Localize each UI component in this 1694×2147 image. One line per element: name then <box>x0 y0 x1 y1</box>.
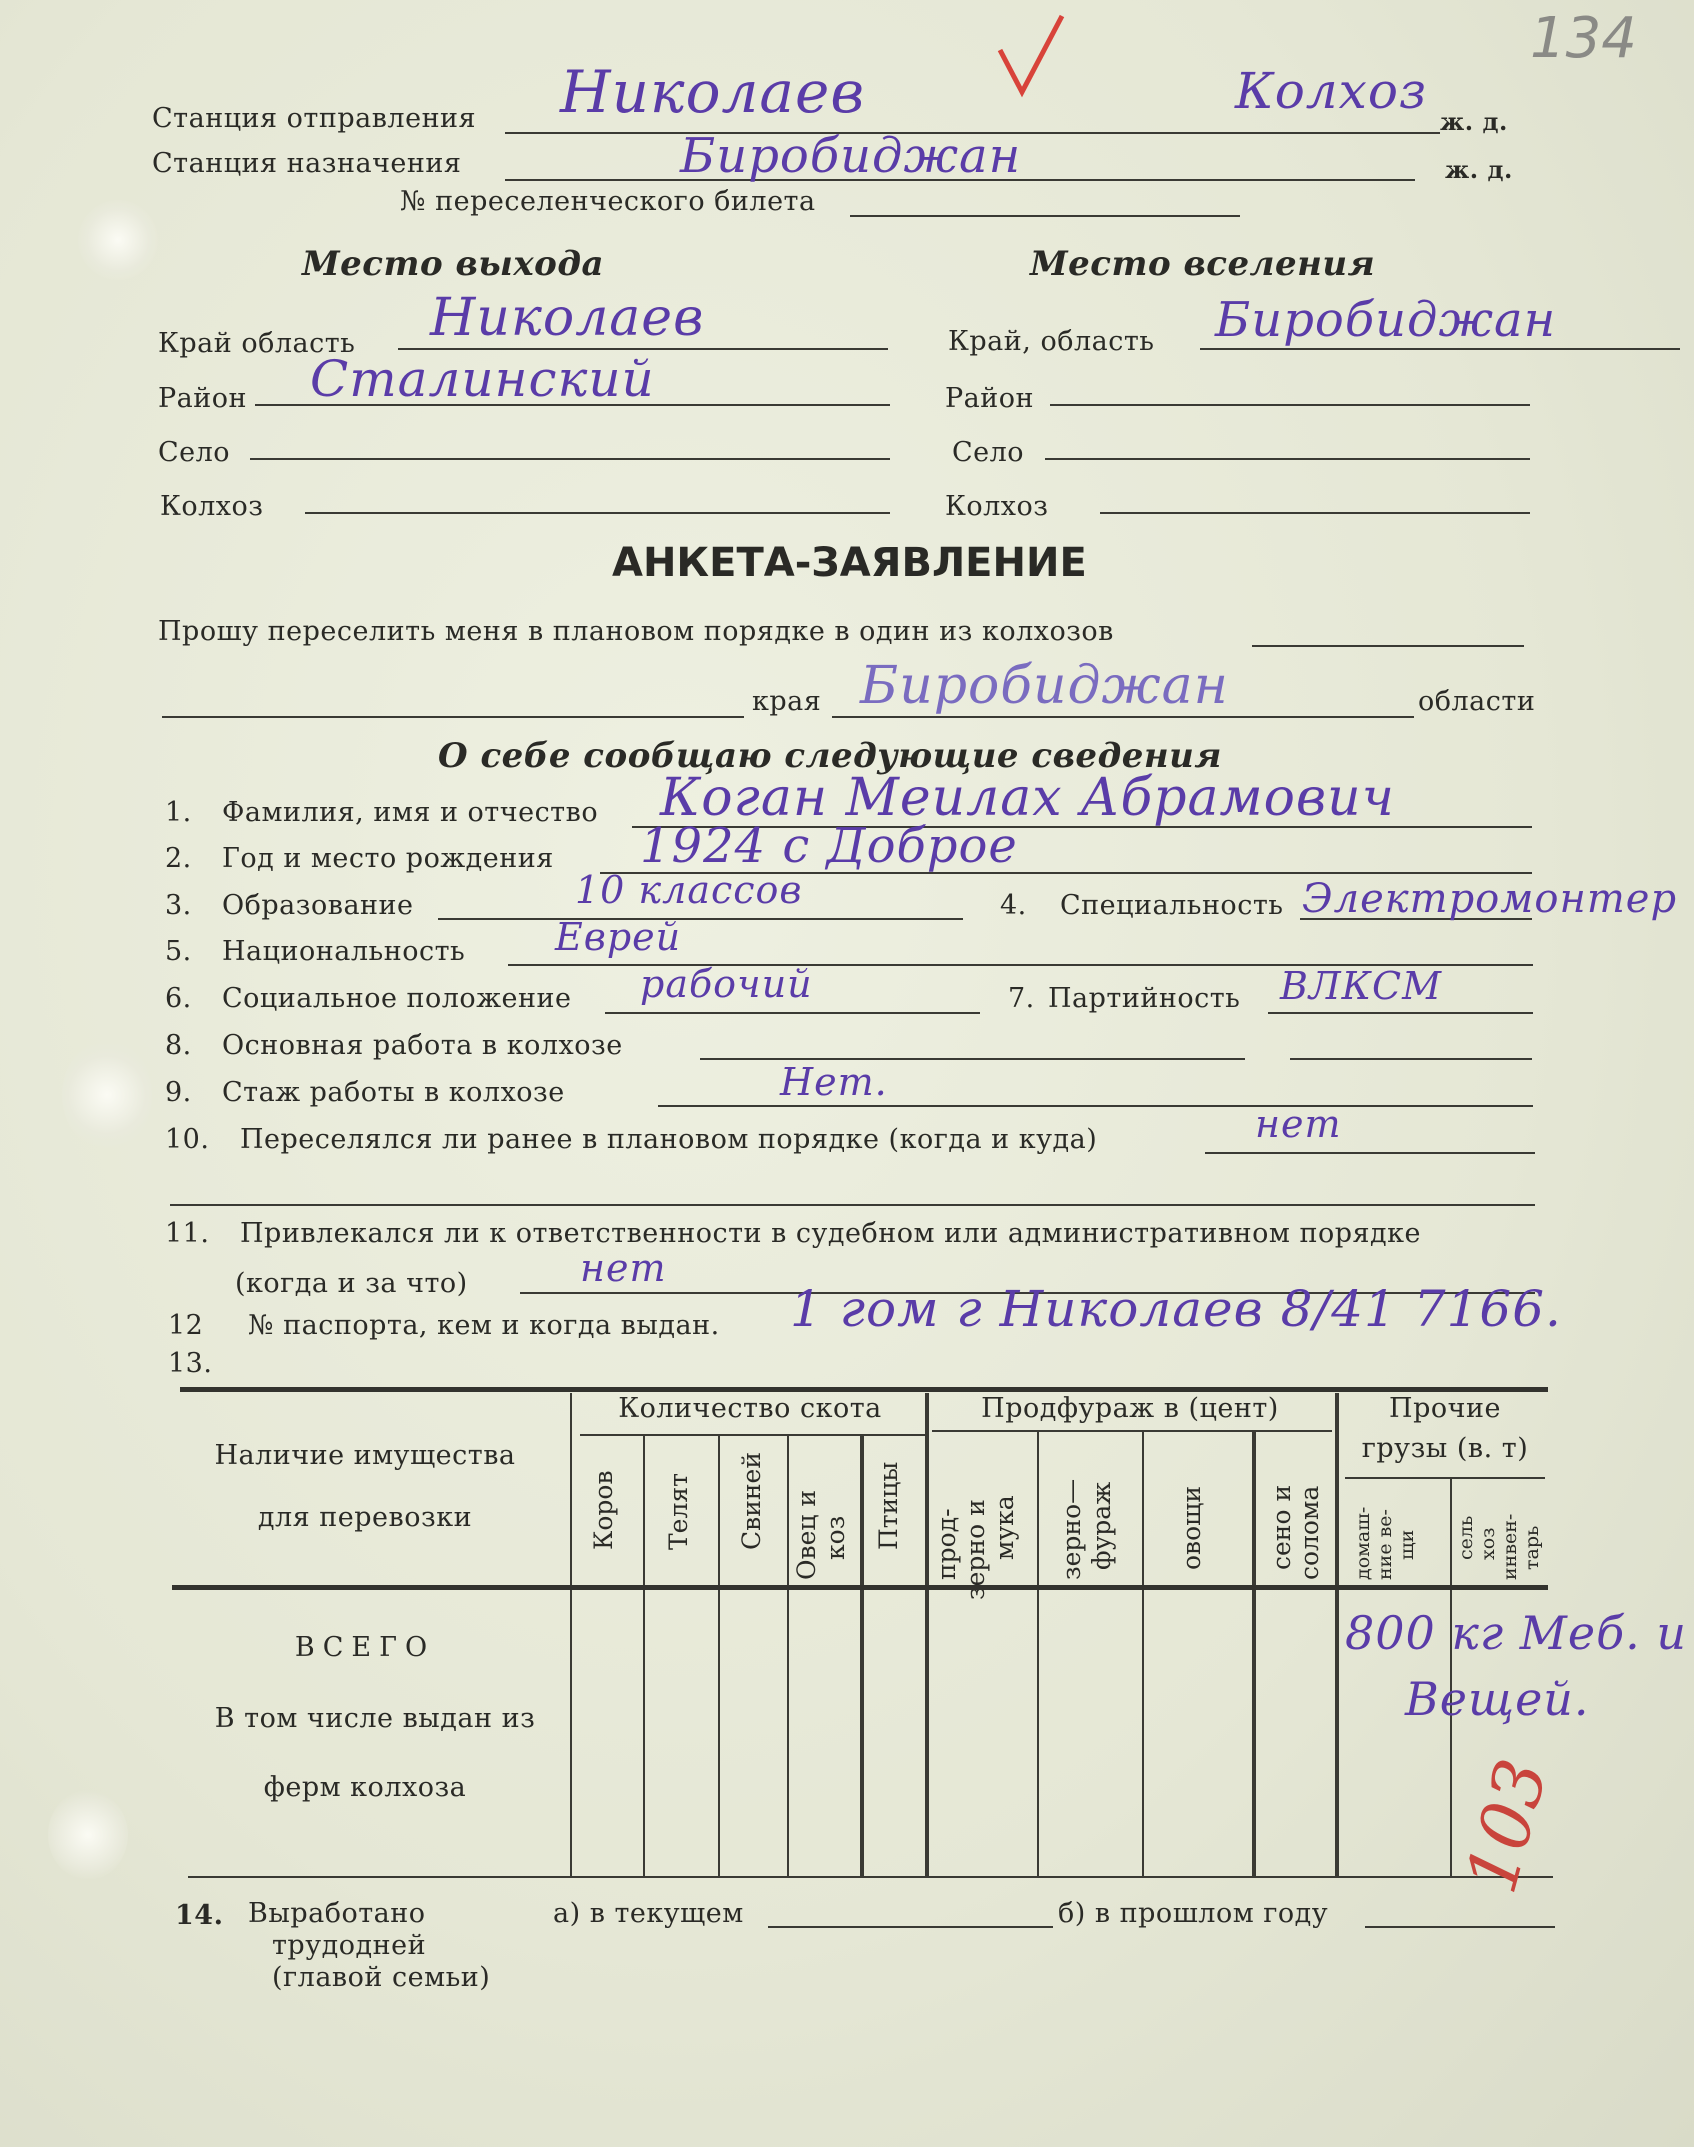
table-bottom-border <box>188 1876 1553 1878</box>
field-10-value: нет <box>1255 1102 1342 1146</box>
field-6-line <box>605 1012 980 1014</box>
issued-label-2: ферм колхоза <box>263 1772 467 1803</box>
total-label: ВСЕГО <box>294 1632 436 1663</box>
settle-selo-line <box>1045 458 1530 460</box>
field-2-value: 1924 с Доброе <box>640 818 1018 874</box>
punch-hole-top <box>78 200 158 280</box>
issued-label-1: В том числе выдан из <box>214 1703 536 1734</box>
settle-kolkhoz-label: Колхоз <box>945 491 1049 522</box>
exit-selo-line <box>250 458 890 460</box>
col-divider-5 <box>1037 1430 1039 1876</box>
workdays-current: а) в текущем <box>553 1898 744 1929</box>
other-heading-line <box>1345 1477 1545 1479</box>
exit-kolkhoz-label: Колхоз <box>160 491 264 522</box>
col-divider-3 <box>787 1434 789 1876</box>
field-3-num: 3. <box>165 890 192 921</box>
settle-selo-label: Село <box>952 437 1025 468</box>
settle-raion-label: Район <box>945 383 1035 414</box>
workdays-num: 14. <box>175 1900 224 1931</box>
table-top-border <box>180 1387 1548 1392</box>
field-1-value: Коган Меилах Абрамович <box>660 768 1396 828</box>
field-7-value: ВЛКСМ <box>1280 964 1443 1008</box>
field-12-num: 12 <box>168 1310 204 1341</box>
field-1-label: Фамилия, имя и отчество <box>222 797 599 828</box>
col-divider-6 <box>1142 1430 1144 1876</box>
departure-station-extra: Колхоз <box>1235 62 1428 120</box>
livestock-heading-line <box>580 1434 925 1436</box>
col-divider-4 <box>860 1434 864 1876</box>
field-1-num: 1. <box>165 797 192 828</box>
check-mark-icon <box>990 10 1070 100</box>
field-12-label: № паспорта, кем и когда выдан. <box>248 1310 720 1341</box>
exit-kolkhoz-line <box>305 512 890 514</box>
workdays-current-line <box>768 1926 1053 1928</box>
punch-hole-middle <box>62 1040 152 1150</box>
exit-oblast-label: Край область <box>158 328 356 359</box>
request-line-1: Прошу переселить меня в плановом порядке в один из колхозов <box>158 616 1114 647</box>
field-9-line <box>658 1105 1533 1107</box>
field-3-label: Образование <box>222 890 414 921</box>
workdays-label-3: (главой семьи) <box>272 1962 491 1993</box>
field-6-value: рабочий <box>640 962 813 1006</box>
request-line-2-blank <box>162 716 744 718</box>
col-header-selhoz-3: инвен- <box>1499 1513 1521 1580</box>
destination-station-label: Станция назначения <box>152 148 462 179</box>
field-10-line-2 <box>170 1204 1535 1206</box>
workdays-past: б) в прошлом году <box>1058 1898 1329 1929</box>
property-label-2: для перевозки <box>257 1502 473 1533</box>
cargo-value-2: Вещей. <box>1405 1672 1590 1726</box>
field-5-num: 5. <box>165 936 192 967</box>
settle-heading: Место вселения <box>1030 244 1376 284</box>
col-header-sviney: Свиней <box>737 1452 766 1550</box>
exit-selo-label: Село <box>158 437 231 468</box>
railway-suffix-1: ж. д. <box>1440 107 1508 136</box>
field-9-value: Нет. <box>780 1060 888 1104</box>
corner-number: 134 <box>1530 6 1637 71</box>
fodder-heading-line <box>932 1430 1332 1432</box>
punch-hole-bottom <box>48 1790 128 1880</box>
field-10-num: 10. <box>165 1124 210 1155</box>
col-header-ovets-1: Овец и <box>792 1489 821 1580</box>
field-11-label-2: (когда и за что) <box>235 1268 468 1299</box>
col-header-zerno-2: фураж <box>1087 1481 1116 1570</box>
form-title: АНКЕТА-ЗАЯВЛЕНИЕ <box>612 540 1087 586</box>
other-heading-2: грузы (в. т) <box>1361 1433 1529 1464</box>
col-header-dom-3: щи <box>1396 1529 1418 1560</box>
col-header-ovoshchi: овощи <box>1177 1485 1206 1570</box>
settle-oblast-line <box>1200 348 1680 350</box>
col-header-dom-2: ние ве- <box>1374 1509 1396 1580</box>
field-12-value: 1 гом г Николаев 8/41 7166. <box>790 1280 1562 1338</box>
settle-kolkhoz-line <box>1100 512 1530 514</box>
field-7-line <box>1268 1012 1533 1014</box>
field-4-label: Специальность <box>1060 890 1284 921</box>
col-divider-7 <box>1252 1430 1256 1876</box>
col-divider-1 <box>643 1434 645 1876</box>
field-4-num: 4. <box>1000 890 1027 921</box>
table-divider-fodder <box>1335 1393 1339 1876</box>
col-header-zerno-1: зерно— <box>1057 1478 1086 1580</box>
about-heading: О себе сообщаю следующие сведения <box>438 736 1222 776</box>
railway-suffix-2: ж. д. <box>1445 155 1513 184</box>
table-divider-property <box>570 1393 572 1876</box>
col-header-selhoz-1: сель <box>1455 1515 1477 1560</box>
col-header-selhoz-2: хоз <box>1477 1527 1499 1560</box>
exit-raion-label: Район <box>158 383 248 414</box>
field-8-label: Основная работа в колхозе <box>222 1030 623 1061</box>
field-10-label: Переселялся ли ранее в плановом порядке (когда и куда) <box>240 1124 1098 1155</box>
field-7-num: 7. <box>1008 983 1035 1014</box>
exit-oblast-value: Николаев <box>430 288 705 348</box>
request-line-1-blank <box>1252 645 1524 647</box>
field-11-value: нет <box>580 1246 667 1290</box>
field-2-label: Год и место рождения <box>222 843 554 874</box>
field-4-value: Электромонтер <box>1302 876 1678 922</box>
col-header-ovets-2: коз <box>821 1515 850 1560</box>
table-divider-livestock <box>925 1393 929 1876</box>
exit-raion-value: Сталинский <box>310 350 655 408</box>
workdays-past-line <box>1365 1926 1555 1928</box>
request-kraya: края <box>752 686 822 717</box>
other-heading-1: Прочие <box>1389 1393 1501 1424</box>
red-pencil-mark: 103 <box>1450 1750 1564 1902</box>
fodder-heading: Продфураж в (цент) <box>981 1393 1279 1424</box>
col-divider-2 <box>718 1434 720 1876</box>
settle-raion-line <box>1050 404 1530 406</box>
col-header-prod-3: мука <box>990 1495 1019 1560</box>
field-5-label: Национальность <box>222 936 466 967</box>
field-3-value: 10 классов <box>575 868 803 912</box>
ticket-line <box>850 215 1240 217</box>
field-9-num: 9. <box>165 1077 192 1108</box>
field-7-label: Партийность <box>1048 983 1241 1014</box>
col-header-selhoz-4: тарь <box>1521 1525 1543 1570</box>
field-9-label: Стаж работы в колхозе <box>222 1077 565 1108</box>
field-2-num: 2. <box>165 843 192 874</box>
request-value-line <box>832 716 1414 718</box>
col-header-seno-1: сено и <box>1267 1484 1296 1570</box>
field-11-num: 11. <box>165 1218 210 1249</box>
property-label-1: Наличие имущества <box>214 1440 516 1471</box>
field-6-num: 6. <box>165 983 192 1014</box>
workdays-label-2: трудодней <box>272 1930 427 1961</box>
cargo-value-1: 800 кг Меб. и <box>1345 1606 1688 1660</box>
livestock-heading: Количество скота <box>618 1393 882 1424</box>
request-oblasti: области <box>1418 686 1536 717</box>
col-header-dom-1: домаш- <box>1352 1506 1374 1580</box>
field-8-num: 8. <box>165 1030 192 1061</box>
col-header-prod-1: прод- <box>932 1508 961 1580</box>
col-header-korov: Коров <box>589 1470 618 1550</box>
request-value: Биробиджан <box>860 656 1229 716</box>
settle-oblast-label: Край, область <box>948 326 1155 357</box>
departure-station-label: Станция отправления <box>152 103 477 134</box>
field-11-label: Привлекался ли к ответственности в судебном или административном порядке <box>240 1218 1422 1249</box>
exit-heading: Место выхода <box>302 244 605 284</box>
field-10-line <box>1205 1152 1535 1154</box>
workdays-label-1: Выработано <box>248 1898 426 1929</box>
table-header-bottom-border <box>172 1585 1548 1590</box>
field-13-num: 13. <box>168 1348 213 1379</box>
ticket-label: № переселенческого билета <box>400 186 816 217</box>
departure-station-value: Николаев <box>560 58 866 126</box>
field-8-line-b <box>1290 1058 1532 1060</box>
col-header-seno-2: солома <box>1295 1485 1324 1580</box>
destination-station-value: Биробиджан <box>680 128 1022 184</box>
settle-oblast-value: Биробиджан <box>1215 292 1557 348</box>
field-3-line <box>438 918 963 920</box>
col-header-ptitsy: Птицы <box>874 1461 903 1550</box>
field-6-label: Социальное положение <box>222 983 572 1014</box>
col-header-telyat: Телят <box>664 1473 693 1550</box>
col-header-prod-2: зерно и <box>961 1499 990 1600</box>
field-5-value: Еврей <box>555 915 682 959</box>
